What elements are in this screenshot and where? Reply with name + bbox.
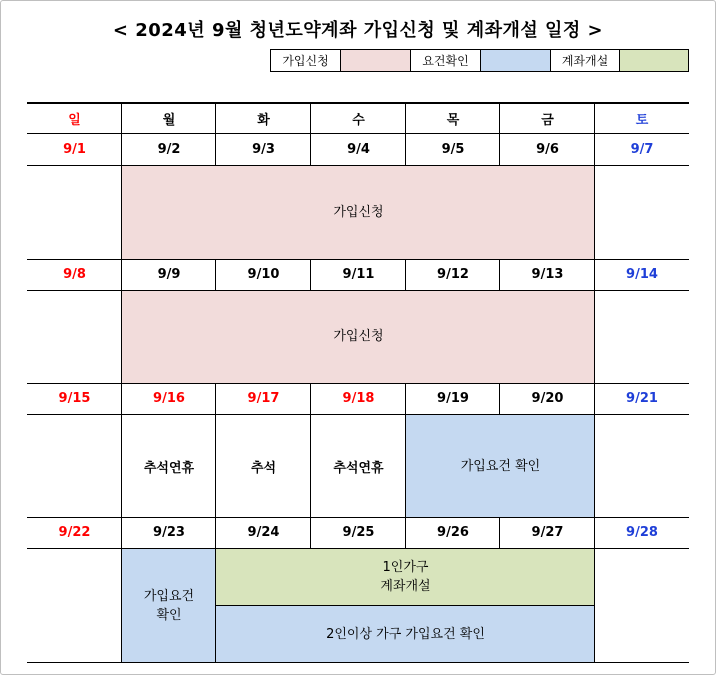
date-cell: 9/1 <box>63 142 86 157</box>
date-cell: 9/18 <box>342 391 375 406</box>
multi-household-check-block <box>216 605 595 663</box>
open-label-line2: 계좌개설 <box>380 578 431 594</box>
grid-rule-v <box>594 517 595 548</box>
date-cell: 9/8 <box>63 267 86 282</box>
weekday-tue: 화 <box>257 112 270 128</box>
weekday-thu: 목 <box>446 112 460 128</box>
grid-rule <box>27 383 689 384</box>
grid-rule <box>27 165 689 166</box>
date-cell: 9/2 <box>157 142 181 157</box>
single-household-open-block <box>216 548 595 605</box>
date-cell: 9/27 <box>531 525 564 540</box>
grid-rule <box>216 605 594 606</box>
grid-rule <box>27 517 689 518</box>
date-cell: 9/4 <box>347 142 370 157</box>
grid-rule-v <box>594 102 595 165</box>
grid-rule-v <box>121 548 122 662</box>
multi-check-label: 2인이상 가구 가입요건 확인 <box>326 626 485 642</box>
grid-rule-v <box>499 383 500 414</box>
grid-rule-v <box>310 102 311 165</box>
grid-rule-v <box>310 259 311 290</box>
grid-rule-v <box>594 383 595 517</box>
weekday-mon: 월 <box>162 112 176 128</box>
date-cell: 9/23 <box>153 525 185 540</box>
page-title: < 2024년 9월 청년도약계좌 가입신청 및 계좌개설 일정 > <box>112 20 604 41</box>
date-cell: 9/21 <box>626 391 658 406</box>
grid-rule-v <box>215 517 216 548</box>
check-block-week4 <box>122 548 216 663</box>
grid-rule-v <box>405 517 406 548</box>
grid-rule-v <box>121 102 122 165</box>
date-cell: 9/16 <box>153 391 185 406</box>
grid-rule-v <box>121 259 122 290</box>
legend-label-open: 계좌개설 <box>550 49 620 72</box>
grid-rule-v <box>594 290 595 383</box>
weekday-sun: 일 <box>68 112 81 128</box>
grid-rule-v <box>121 383 122 517</box>
date-cell: 9/6 <box>536 142 559 157</box>
legend-label-check: 요건확인 <box>410 49 481 72</box>
weekday-sat: 토 <box>635 112 649 128</box>
chuseok-holiday-cell: 추석연휴 <box>143 460 195 476</box>
date-cell: 9/10 <box>247 267 280 282</box>
check-label-line1: 가입요건 <box>143 588 195 604</box>
date-cell: 9/3 <box>252 142 275 157</box>
grid-rule <box>27 133 689 134</box>
grid-rule-v <box>405 102 406 165</box>
date-cell: 9/11 <box>342 267 375 282</box>
legend-label-signup: 가입신청 <box>270 49 341 72</box>
date-cell: 9/5 <box>441 142 465 157</box>
grid-rule <box>27 548 689 549</box>
grid-rule-v <box>310 517 311 548</box>
grid-rule-v <box>215 259 216 290</box>
date-cell: 9/7 <box>630 142 654 157</box>
grid-rule <box>27 259 689 260</box>
grid-rule-v <box>499 259 500 290</box>
signup-label: 가입신청 <box>333 329 384 344</box>
grid-rule-v <box>405 259 406 290</box>
grid-rule <box>27 414 689 415</box>
date-cell: 9/9 <box>157 267 181 282</box>
date-cell: 9/28 <box>626 525 658 540</box>
date-cell: 9/25 <box>342 525 375 540</box>
date-cell: 9/15 <box>58 391 91 406</box>
open-label-line1: 1인가구 <box>382 559 429 575</box>
date-cell: 9/22 <box>58 525 91 540</box>
date-cell: 9/26 <box>437 525 469 540</box>
date-cell: 9/12 <box>437 267 469 282</box>
date-cell: 9/14 <box>626 267 658 282</box>
check-block-week3 <box>406 415 595 517</box>
signup-label: 가입신청 <box>333 205 384 220</box>
grid-rule-v <box>594 548 595 662</box>
grid-rule-v <box>215 102 216 165</box>
grid-rule-v <box>499 102 500 165</box>
check-label-line2: 확인 <box>156 607 182 623</box>
grid-rule-v <box>121 290 122 383</box>
weekday-wed: 수 <box>352 112 365 128</box>
grid-rule-v <box>215 383 216 517</box>
date-cell: 9/13 <box>531 267 564 282</box>
grid-rule-v <box>121 165 122 259</box>
chuseok-holiday-cell: 추석연휴 <box>333 460 384 476</box>
grid-rule <box>27 102 689 104</box>
grid-rule-v <box>594 259 595 290</box>
grid-rule <box>27 662 689 663</box>
chuseok-cell: 추석 <box>250 460 277 476</box>
date-cell: 9/17 <box>247 391 280 406</box>
grid-rule-v <box>310 383 311 517</box>
date-cell: 9/19 <box>437 391 469 406</box>
signup-block-week1 <box>122 166 595 259</box>
signup-block-week2 <box>122 290 595 383</box>
grid-rule-v <box>405 383 406 517</box>
grid-rule-v <box>499 517 500 548</box>
grid-rule-v <box>121 517 122 548</box>
date-cell: 9/20 <box>531 391 564 406</box>
weekday-fri: 금 <box>541 112 554 128</box>
date-cell: 9/24 <box>247 525 280 540</box>
check-label: 가입요건 확인 <box>460 458 541 474</box>
grid-rule-v <box>594 165 595 259</box>
grid-rule <box>27 290 689 291</box>
